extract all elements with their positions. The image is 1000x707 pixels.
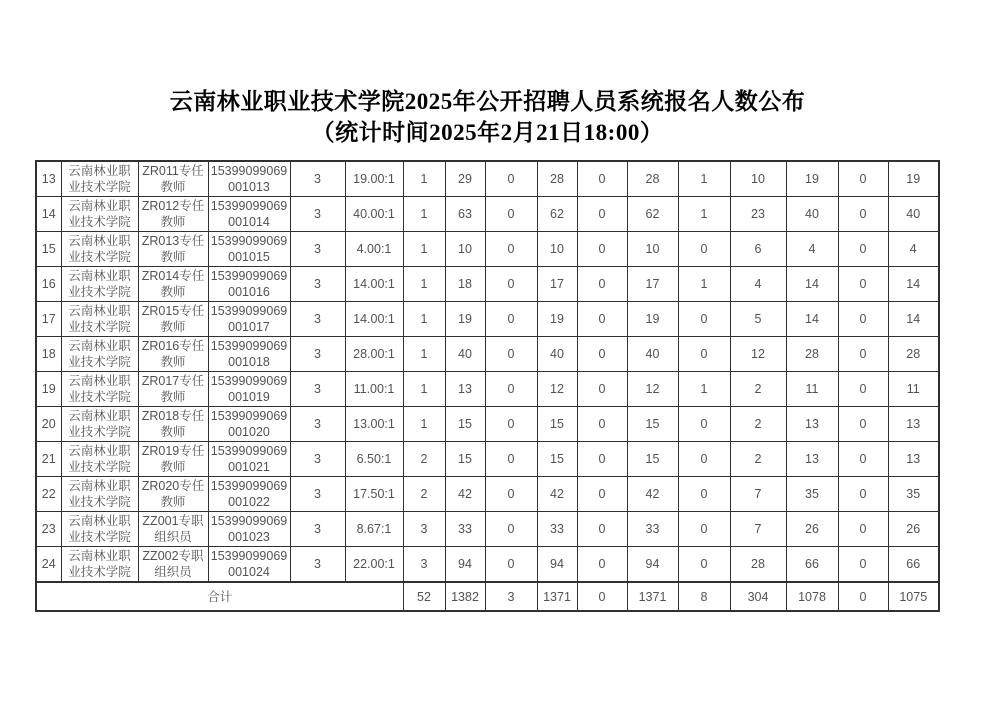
cell-col11: 0 [577,372,627,407]
cell-col15: 19 [786,161,838,197]
cell-code: 15399099069001013 [208,161,290,197]
cell-ratio: 13.00:1 [345,407,403,442]
cell-col14: 4 [730,267,786,302]
cell-col10: 33 [537,512,577,547]
cell-col8: 63 [445,197,485,232]
cell-col16: 0 [838,477,888,512]
cell-post: ZR019专任教师 [138,442,208,477]
cell-col15: 4 [786,232,838,267]
cell-org: 云南林业职业技术学院 [61,547,138,583]
cell-col14: 7 [730,512,786,547]
cell-ratio: 14.00:1 [345,302,403,337]
total-cell-col14: 304 [730,582,786,611]
cell-post: ZZ002专职组织员 [138,547,208,583]
cell-col8: 94 [445,547,485,583]
cell-post: ZR020专任教师 [138,477,208,512]
total-cell-col13: 8 [678,582,730,611]
cell-col8: 40 [445,337,485,372]
table-row [36,477,939,512]
cell-ratio: 40.00:1 [345,197,403,232]
cell-col17: 28 [888,337,939,372]
cell-col8: 29 [445,161,485,197]
cell-col17: 66 [888,547,939,583]
cell-col9: 0 [485,302,537,337]
cell-col9: 0 [485,407,537,442]
table-row [36,267,939,302]
cell-col13: 0 [678,512,730,547]
cell-col12: 28 [627,161,678,197]
cell-col9: 0 [485,337,537,372]
cell-col7: 1 [403,161,445,197]
cell-col11: 0 [577,442,627,477]
cell-col17: 13 [888,442,939,477]
total-cell-col11: 0 [577,582,627,611]
cell-col11: 0 [577,197,627,232]
cell-col9: 0 [485,161,537,197]
table-row [36,442,939,477]
cell-col11: 0 [577,512,627,547]
cell-col12: 17 [627,267,678,302]
cell-post: ZR018专任教师 [138,407,208,442]
cell-col16: 0 [838,512,888,547]
cell-col9: 0 [485,197,537,232]
cell-code: 15399099069001016 [208,267,290,302]
cell-code: 15399099069001014 [208,197,290,232]
cell-col14: 5 [730,302,786,337]
cell-quota: 3 [290,477,345,512]
cell-ratio: 22.00:1 [345,547,403,583]
total-label: 合计 [36,582,403,611]
cell-org: 云南林业职业技术学院 [61,337,138,372]
cell-col16: 0 [838,302,888,337]
registration-table [35,160,940,612]
cell-code: 15399099069001019 [208,372,290,407]
cell-col17: 11 [888,372,939,407]
cell-col11: 0 [577,302,627,337]
cell-col7: 1 [403,372,445,407]
cell-col15: 13 [786,442,838,477]
cell-col11: 0 [577,232,627,267]
cell-code: 15399099069001020 [208,407,290,442]
cell-col11: 0 [577,477,627,512]
cell-col9: 0 [485,442,537,477]
cell-quota: 3 [290,547,345,583]
cell-post: ZR017专任教师 [138,372,208,407]
cell-col13: 0 [678,407,730,442]
cell-col16: 0 [838,197,888,232]
cell-col9: 0 [485,232,537,267]
cell-col10: 10 [537,232,577,267]
cell-col8: 33 [445,512,485,547]
cell-col10: 42 [537,477,577,512]
cell-col12: 42 [627,477,678,512]
cell-col11: 0 [577,407,627,442]
cell-post: ZR013专任教师 [138,232,208,267]
cell-col10: 62 [537,197,577,232]
cell-post: ZR012专任教师 [138,197,208,232]
cell-code: 15399099069001022 [208,477,290,512]
cell-col14: 12 [730,337,786,372]
cell-post: ZR014专任教师 [138,267,208,302]
cell-org: 云南林业职业技术学院 [61,407,138,442]
cell-org: 云南林业职业技术学院 [61,512,138,547]
cell-col17: 19 [888,161,939,197]
cell-seq: 20 [36,407,61,442]
cell-col8: 15 [445,442,485,477]
cell-code: 15399099069001017 [208,302,290,337]
cell-quota: 3 [290,302,345,337]
cell-col9: 0 [485,267,537,302]
cell-col8: 18 [445,267,485,302]
cell-col17: 14 [888,267,939,302]
cell-org: 云南林业职业技术学院 [61,161,138,197]
cell-quota: 3 [290,372,345,407]
cell-col9: 0 [485,512,537,547]
cell-quota: 3 [290,197,345,232]
cell-code: 15399099069001015 [208,232,290,267]
cell-col13: 0 [678,477,730,512]
cell-col14: 2 [730,372,786,407]
cell-col11: 0 [577,547,627,583]
cell-org: 云南林业职业技术学院 [61,267,138,302]
cell-col15: 35 [786,477,838,512]
cell-ratio: 11.00:1 [345,372,403,407]
cell-col12: 10 [627,232,678,267]
cell-col7: 1 [403,197,445,232]
total-cell-col10: 1371 [537,582,577,611]
cell-col12: 15 [627,407,678,442]
cell-col13: 0 [678,232,730,267]
cell-col13: 1 [678,197,730,232]
cell-col15: 14 [786,267,838,302]
cell-code: 15399099069001018 [208,337,290,372]
cell-col8: 15 [445,407,485,442]
cell-col14: 23 [730,197,786,232]
cell-col10: 94 [537,547,577,583]
cell-col13: 1 [678,267,730,302]
cell-col12: 94 [627,547,678,583]
cell-code: 15399099069001023 [208,512,290,547]
cell-col10: 19 [537,302,577,337]
cell-org: 云南林业职业技术学院 [61,372,138,407]
cell-col10: 28 [537,161,577,197]
cell-post: ZR015专任教师 [138,302,208,337]
cell-col16: 0 [838,442,888,477]
total-cell-col15: 1078 [786,582,838,611]
cell-quota: 3 [290,232,345,267]
cell-post: ZR011专任教师 [138,161,208,197]
table-row [36,197,939,232]
cell-col17: 13 [888,407,939,442]
total-cell-col8: 1382 [445,582,485,611]
cell-col12: 62 [627,197,678,232]
cell-col16: 0 [838,232,888,267]
cell-col9: 0 [485,477,537,512]
table-row [36,337,939,372]
cell-col13: 0 [678,547,730,583]
cell-col7: 1 [403,267,445,302]
cell-col15: 11 [786,372,838,407]
table-total-row [36,582,939,611]
cell-col10: 15 [537,442,577,477]
cell-code: 15399099069001021 [208,442,290,477]
cell-col12: 40 [627,337,678,372]
cell-ratio: 17.50:1 [345,477,403,512]
cell-seq: 18 [36,337,61,372]
cell-col10: 12 [537,372,577,407]
cell-post: ZZ001专职组织员 [138,512,208,547]
cell-col17: 35 [888,477,939,512]
cell-org: 云南林业职业技术学院 [61,477,138,512]
cell-org: 云南林业职业技术学院 [61,302,138,337]
cell-col13: 1 [678,372,730,407]
cell-col7: 1 [403,232,445,267]
cell-ratio: 28.00:1 [345,337,403,372]
cell-col17: 14 [888,302,939,337]
cell-quota: 3 [290,512,345,547]
cell-col7: 1 [403,407,445,442]
cell-col14: 6 [730,232,786,267]
cell-seq: 21 [36,442,61,477]
table-row [36,512,939,547]
cell-col13: 0 [678,302,730,337]
cell-col7: 3 [403,547,445,583]
table-row [36,372,939,407]
cell-col15: 66 [786,547,838,583]
cell-col8: 13 [445,372,485,407]
cell-col11: 0 [577,267,627,302]
cell-col12: 15 [627,442,678,477]
cell-seq: 23 [36,512,61,547]
total-cell-col16: 0 [838,582,888,611]
table-row [36,161,939,197]
cell-col16: 0 [838,337,888,372]
cell-seq: 14 [36,197,61,232]
cell-col10: 15 [537,407,577,442]
cell-ratio: 6.50:1 [345,442,403,477]
cell-quota: 3 [290,267,345,302]
cell-col8: 42 [445,477,485,512]
table-row [36,302,939,337]
cell-seq: 13 [36,161,61,197]
cell-col11: 0 [577,337,627,372]
cell-ratio: 19.00:1 [345,161,403,197]
cell-col13: 0 [678,337,730,372]
cell-col17: 40 [888,197,939,232]
cell-col17: 4 [888,232,939,267]
cell-col7: 2 [403,442,445,477]
cell-col15: 40 [786,197,838,232]
cell-col15: 28 [786,337,838,372]
cell-col7: 2 [403,477,445,512]
cell-col7: 1 [403,302,445,337]
cell-ratio: 8.67:1 [345,512,403,547]
total-cell-col7: 52 [403,582,445,611]
cell-col15: 14 [786,302,838,337]
cell-col16: 0 [838,547,888,583]
cell-col14: 2 [730,407,786,442]
cell-quota: 3 [290,442,345,477]
table-row [36,547,939,583]
cell-col9: 0 [485,372,537,407]
cell-seq: 22 [36,477,61,512]
cell-col13: 1 [678,161,730,197]
cell-col13: 0 [678,442,730,477]
cell-col16: 0 [838,407,888,442]
cell-col8: 19 [445,302,485,337]
cell-seq: 19 [36,372,61,407]
cell-seq: 16 [36,267,61,302]
cell-quota: 3 [290,161,345,197]
cell-org: 云南林业职业技术学院 [61,197,138,232]
cell-ratio: 14.00:1 [345,267,403,302]
cell-ratio: 4.00:1 [345,232,403,267]
cell-col15: 13 [786,407,838,442]
cell-col14: 2 [730,442,786,477]
cell-col9: 0 [485,547,537,583]
table-body [36,161,939,611]
cell-col7: 1 [403,337,445,372]
cell-quota: 3 [290,407,345,442]
cell-seq: 24 [36,547,61,583]
total-cell-col12: 1371 [627,582,678,611]
cell-col10: 40 [537,337,577,372]
cell-seq: 15 [36,232,61,267]
table-row [36,232,939,267]
cell-col12: 19 [627,302,678,337]
cell-quota: 3 [290,337,345,372]
cell-col7: 3 [403,512,445,547]
cell-col14: 28 [730,547,786,583]
cell-post: ZR016专任教师 [138,337,208,372]
cell-col16: 0 [838,372,888,407]
title-line-1: 云南林业职业技术学院2025年公开招聘人员系统报名人数公布 [169,89,806,114]
cell-col14: 7 [730,477,786,512]
cell-col8: 10 [445,232,485,267]
cell-col15: 26 [786,512,838,547]
cell-col12: 33 [627,512,678,547]
cell-org: 云南林业职业技术学院 [61,442,138,477]
cell-col11: 0 [577,161,627,197]
title-line-2: （统计时间2025年2月21日18:00） [311,120,664,145]
table-row [36,407,939,442]
document-title [0,86,975,148]
cell-col16: 0 [838,267,888,302]
cell-col12: 12 [627,372,678,407]
cell-col16: 0 [838,161,888,197]
cell-col10: 17 [537,267,577,302]
total-cell-col9: 3 [485,582,537,611]
cell-col14: 10 [730,161,786,197]
total-cell-col17: 1075 [888,582,939,611]
cell-org: 云南林业职业技术学院 [61,232,138,267]
cell-col17: 26 [888,512,939,547]
cell-seq: 17 [36,302,61,337]
cell-code: 15399099069001024 [208,547,290,583]
